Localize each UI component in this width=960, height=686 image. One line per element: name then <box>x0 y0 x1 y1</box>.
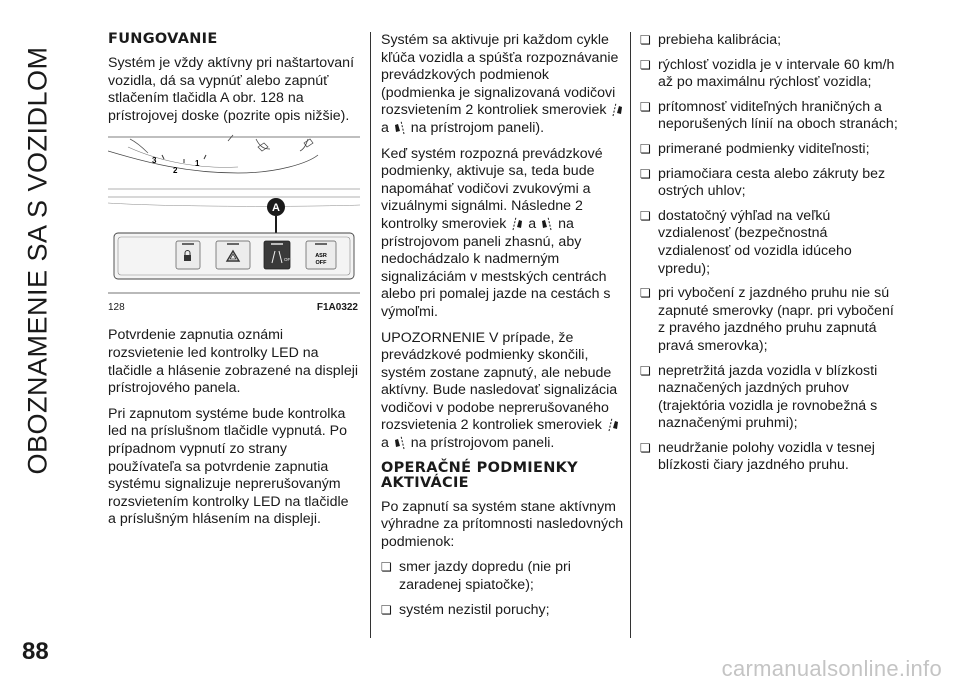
column-3 <box>640 32 902 482</box>
page-number: 88 <box>22 638 49 665</box>
chapter-side-title <box>8 20 68 500</box>
text-run: a <box>381 435 389 452</box>
asr-off-label: OFF <box>315 260 327 267</box>
conditions-list <box>381 559 627 619</box>
paragraph <box>381 146 627 322</box>
list-item: ❏ prebieha kalibrácia; <box>640 32 902 50</box>
list-item: ❏ prítomnosť viditeľných hraničných a neporušených línií na oboch stranách; <box>640 99 902 134</box>
column-1 <box>108 32 360 537</box>
lane-assist-button[interactable] <box>264 241 290 269</box>
dial-label-1: 1 <box>195 159 200 169</box>
lane-button-off-label: OFF <box>284 257 293 263</box>
lane-left-warning-icon <box>607 417 619 432</box>
list-item: ❏ pri vybočení z jazdného pruhu nie sú zapnuté smerovky (napr. pri vybočení z pravého jazdného pruhu zapnutá pravá smerovka); <box>640 285 902 355</box>
paragraph <box>381 32 627 138</box>
dashboard-illustration <box>108 133 360 315</box>
dial-label-3: 3 <box>152 156 157 166</box>
text-run: Keď systém rozpozná prevádzkové podmienky, aktivuje sa, teda bude napomáhať vodičovi zvukovými a vizuálnymi signálmi. Následne 2 kontrolky smeroviek <box>381 145 603 232</box>
lane-left-warning-icon <box>611 102 623 117</box>
lane-right-warning-icon <box>541 216 553 231</box>
list-item: ❏ nepretržitá jazda vozidla v blízkosti naznačených jazdných pruhov (trajektória vozidla je rovnobežná s naznačenými pruhmi); <box>640 363 902 433</box>
list-item: ❏ dostatočný výhľad na veľkú vzdialenosť (bezpečnostná vzdialenosť od vozidla idúceho vpredu); <box>640 208 902 278</box>
chapter-side-title-text: OBOZNAMENIE SA S VOZIDLOM <box>22 45 53 475</box>
paragraph: Systém je vždy aktívny pri naštartovaní vozidla, dá sa vypnúť alebo zapnúť stlačením tlačidla A obr. 128 na prístrojovej doske (pozrite opis nižšie). <box>108 55 355 124</box>
column-divider-right <box>630 32 631 638</box>
dial-label-2: 2 <box>173 166 178 176</box>
list-item: ❏ priamočiara cesta alebo zákruty bez ostrých uhlov; <box>640 166 902 201</box>
paragraph <box>381 330 627 453</box>
text-run: a <box>528 215 537 232</box>
text-run: a <box>381 119 389 136</box>
figure-128 <box>108 133 360 315</box>
figure-number: 128 <box>108 302 125 314</box>
text-run: na prístrojom paneli). <box>410 119 545 136</box>
conditions-list-continued <box>640 32 902 475</box>
list-item: ❏ smer jazdy dopredu (nie pri zaradenej spiatočke); <box>381 559 627 594</box>
figure-code: F1A0322 <box>316 302 358 314</box>
lane-left-warning-icon <box>511 216 523 231</box>
lane-right-warning-icon <box>394 435 406 450</box>
list-item: ❏ neudržanie polohy vozidla v tesnej blízkosti čiary jazdného pruhu. <box>640 440 902 475</box>
text-run: na prístrojovom paneli. <box>410 435 555 452</box>
text-run: Systém sa aktivuje pri každom cykle kľúča vozidla a spúšťa rozpoznávanie prevádzkových podmienok (podmienka je signalizovaná vodičovi rozsvietením 2 kontroliek smeroviek <box>381 32 619 119</box>
section-heading-fungovanie: FUNGOVANIE <box>108 31 218 47</box>
watermark-text: carmanualsonline.info <box>721 656 942 681</box>
list-item: ❏ systém nezistil poruchy; <box>381 602 627 620</box>
paragraph: Pri zapnutom systéme bude kontrolka led na príslušnom tlačidle vypnutá. Po prípadnom vypnutí zo strany používateľa sa potvrdenie zapnutia systému signalizuje neprerušovaným rozsvietením kontrolky LED na tlačidle a príslušným hlásením na displeji. <box>108 405 349 528</box>
callout-a-label: A <box>272 202 280 215</box>
list-item: ❏ rýchlosť vozidla je v intervale 60 km/h až po maximálnu rýchlosť vozidla; <box>640 57 902 92</box>
list-item: ❏ primerané podmienky viditeľnosti; <box>640 141 902 159</box>
column-2 <box>381 32 627 626</box>
paragraph: Potvrdenie zapnutia oznámi rozsvietenie led kontrolky LED na tlačidle a hlásenie zobrazené na displeji prístrojového panela. <box>108 327 359 397</box>
text-run: UPOZORNENIE V prípade, že prevádzkové podmienky skončili, systém zostane zapnutý, ale nebude aktívny. Bude nasledovať signalizácia vodičovi v podobe neprerušovaného rozsvietenia 2 kontroliek smeroviek <box>381 329 618 434</box>
text-run: na prístrojovom paneli zhasnú, aby nedochádzalo k nadmerným signalizáciám v mestských centrách alebo pri pomalej jazde na cestách s výmoľmi. <box>381 215 611 320</box>
lane-right-warning-icon <box>394 120 406 135</box>
asr-label: ASR <box>315 253 327 260</box>
column-divider-left <box>370 32 371 638</box>
section-heading-operacne-podmienky: OPERAČNÉ PODMIENKY AKTIVÁCIE <box>381 459 578 491</box>
paragraph: Po zapnutí sa systém stane aktívnym výhradne za prítomnosti nasledovných podmienok: <box>381 498 624 550</box>
